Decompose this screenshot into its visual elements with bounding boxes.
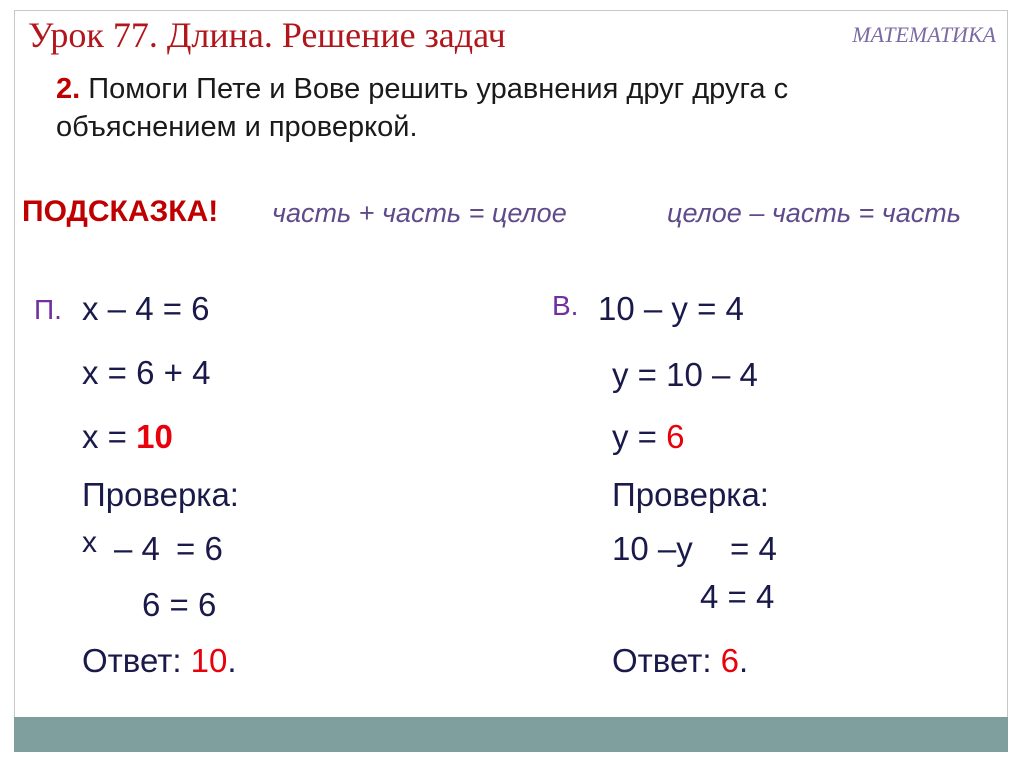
task-number: 2. [56, 73, 81, 105]
hint-label: ПОДСКАЗКА! [22, 195, 219, 228]
right-step-1: у = 10 – 4 [612, 356, 758, 393]
left-solution-prefix: х = [82, 418, 137, 455]
left-step-1: х = 6 + 4 [82, 354, 211, 391]
right-solution-prefix: у = [612, 418, 667, 455]
left-answer-label: Ответ: [82, 642, 191, 679]
left-solution [82, 418, 173, 456]
right-solution [612, 418, 684, 456]
left-check-result: 6 = 6 [142, 586, 217, 623]
left-equation: х – 4 = 6 [82, 290, 210, 327]
right-check-label: Проверка: [612, 476, 769, 513]
left-answer-dot: . [227, 642, 237, 679]
hint-rule-1: часть + часть = целое [272, 198, 567, 228]
right-check-result: 4 = 4 [700, 578, 775, 615]
left-check-equals: = 6 [176, 530, 223, 567]
right-check-equals: = 4 [730, 530, 777, 567]
task-line-2: объяснением и проверкой. [56, 111, 418, 143]
footer-bar [14, 717, 1008, 752]
left-answer [82, 642, 237, 680]
right-answer [612, 642, 748, 680]
left-check-label: Проверка: [82, 476, 239, 513]
left-check-minus: – 4 [114, 530, 160, 567]
left-answer-value: 10 [190, 642, 228, 679]
right-check-line: 10 –у [612, 530, 693, 567]
right-answer-dot: . [739, 642, 749, 679]
right-equation: 10 – у = 4 [598, 290, 744, 327]
subject-label: МАТЕМАТИКА [852, 22, 996, 47]
left-solution-value: 10 [136, 418, 173, 455]
left-letter: П. [34, 294, 62, 325]
right-letter: В. [552, 290, 579, 321]
hint-rule-2: целое – часть = часть [667, 198, 961, 228]
right-answer-value: 6 [720, 642, 740, 679]
right-answer-label: Ответ: [612, 642, 721, 679]
task-line-1: Помоги Пете и Вове решить уравнения друг друга с [88, 73, 789, 105]
right-solution-value: 6 [666, 418, 685, 455]
slide-title: Урок 77. Длина. Решение задач [28, 15, 506, 55]
left-check-x: х [82, 526, 97, 559]
task-text [56, 70, 788, 146]
